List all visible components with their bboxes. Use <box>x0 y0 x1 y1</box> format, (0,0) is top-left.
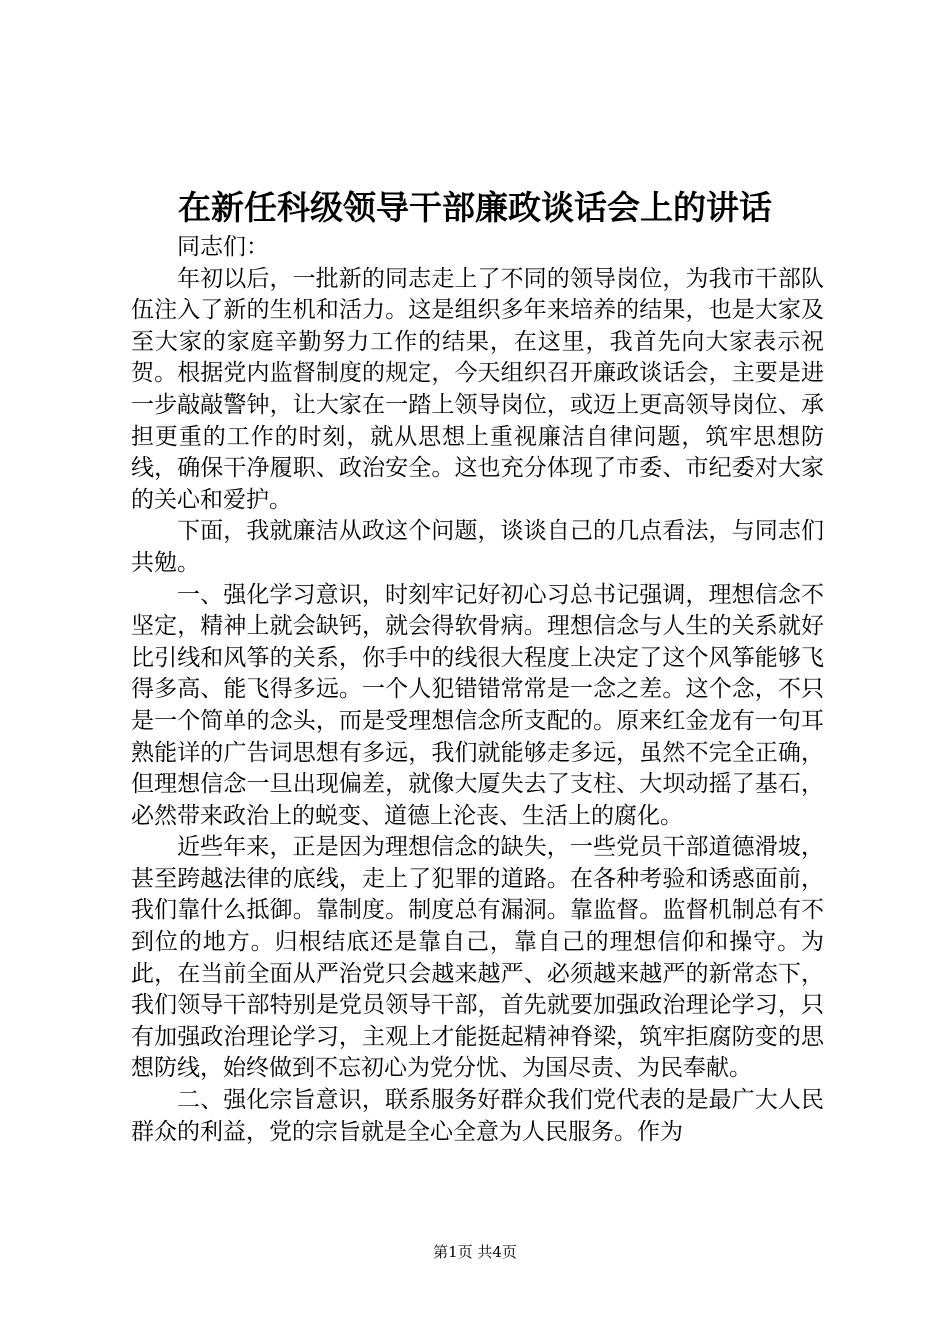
document-title: 在新任科级领导干部廉政谈话会上的讲话 <box>178 188 772 227</box>
paragraph-salutation: 同志们： <box>177 234 269 260</box>
paragraph: 下面，我就廉洁从政这个问题，谈谈自己的几点看法，与同志们共勉。 <box>131 518 824 576</box>
paragraph: 一、强化学习意识，时刻牢记好初心习总书记强调，理想信念不坚定，精神上就会缺钙，就会得软骨病。理想信念与人生的关系就好比引线和风筝的关系，你手中的线很大程度上决定了这个风筝能够飞得多高、能飞得多远。一个人犯错错常常是一念之差。这个念，不只是一个简单的念头，而是受理想信念所支配的。原来红金龙有一句耳熟能详的广告词思想有多远，我们就能够走多远，虽然不完全正确，但理想信念一旦出现偏差，就像大厦失去了支柱、大坝动摇了基石，必然带来政治上的蜕变、道德上沦丧、生活上的腐化。 <box>131 581 824 829</box>
paragraph: 二、强化宗旨意识，联系服务好群众我们党代表的是最广大人民群众的利益，党的宗旨就是全心全意为人民服务。作为 <box>131 1087 824 1145</box>
paragraph: 近些年来，正是因为理想信念的缺失，一些党员干部道德滑坡，甚至跨越法律的底线，走上了犯罪的道路。在各种考验和诱惑面前，我们靠什么抵御。靠制度。制度总有漏洞。靠监督。监督机制总有不到位的地方。归根结底还是靠自己，靠自己的理想信仰和操守。为此，在当前全面从严治党只会越来越严、必须越来越严的新常态下，我们领导干部特别是党员领导干部，首先就要加强政治理论学习，只有加强政治理论学习，主观上才能挺起精神脊梁，筑牢拒腐防变的思想防线，始终做到不忘初心为党分忧、为国尽责、为民奉献。 <box>131 834 824 1082</box>
page-number-footer: 第1页 共4页 <box>433 1243 517 1261</box>
paragraph: 年初以后，一批新的同志走上了不同的领导岗位，为我市干部队伍注入了新的生机和活力。这是组织多年来培养的结果，也是大家及至大家的家庭辛勤努力工作的结果，在这里，我首先向大家表示祝贺。根据党内监督制度的规定，今天组织召开廉政谈话会，主要是进一步敲敲警钟，让大家在一踏上领导岗位，或迈上更高领导岗位、承担更重的工作的时刻，就从思想上重视廉洁自律问题，筑牢思想防线，确保干净履职、政治安全。这也充分体现了市委、市纪委对大家的关心和爱护。 <box>131 265 824 513</box>
document-body <box>131 232 824 1184</box>
